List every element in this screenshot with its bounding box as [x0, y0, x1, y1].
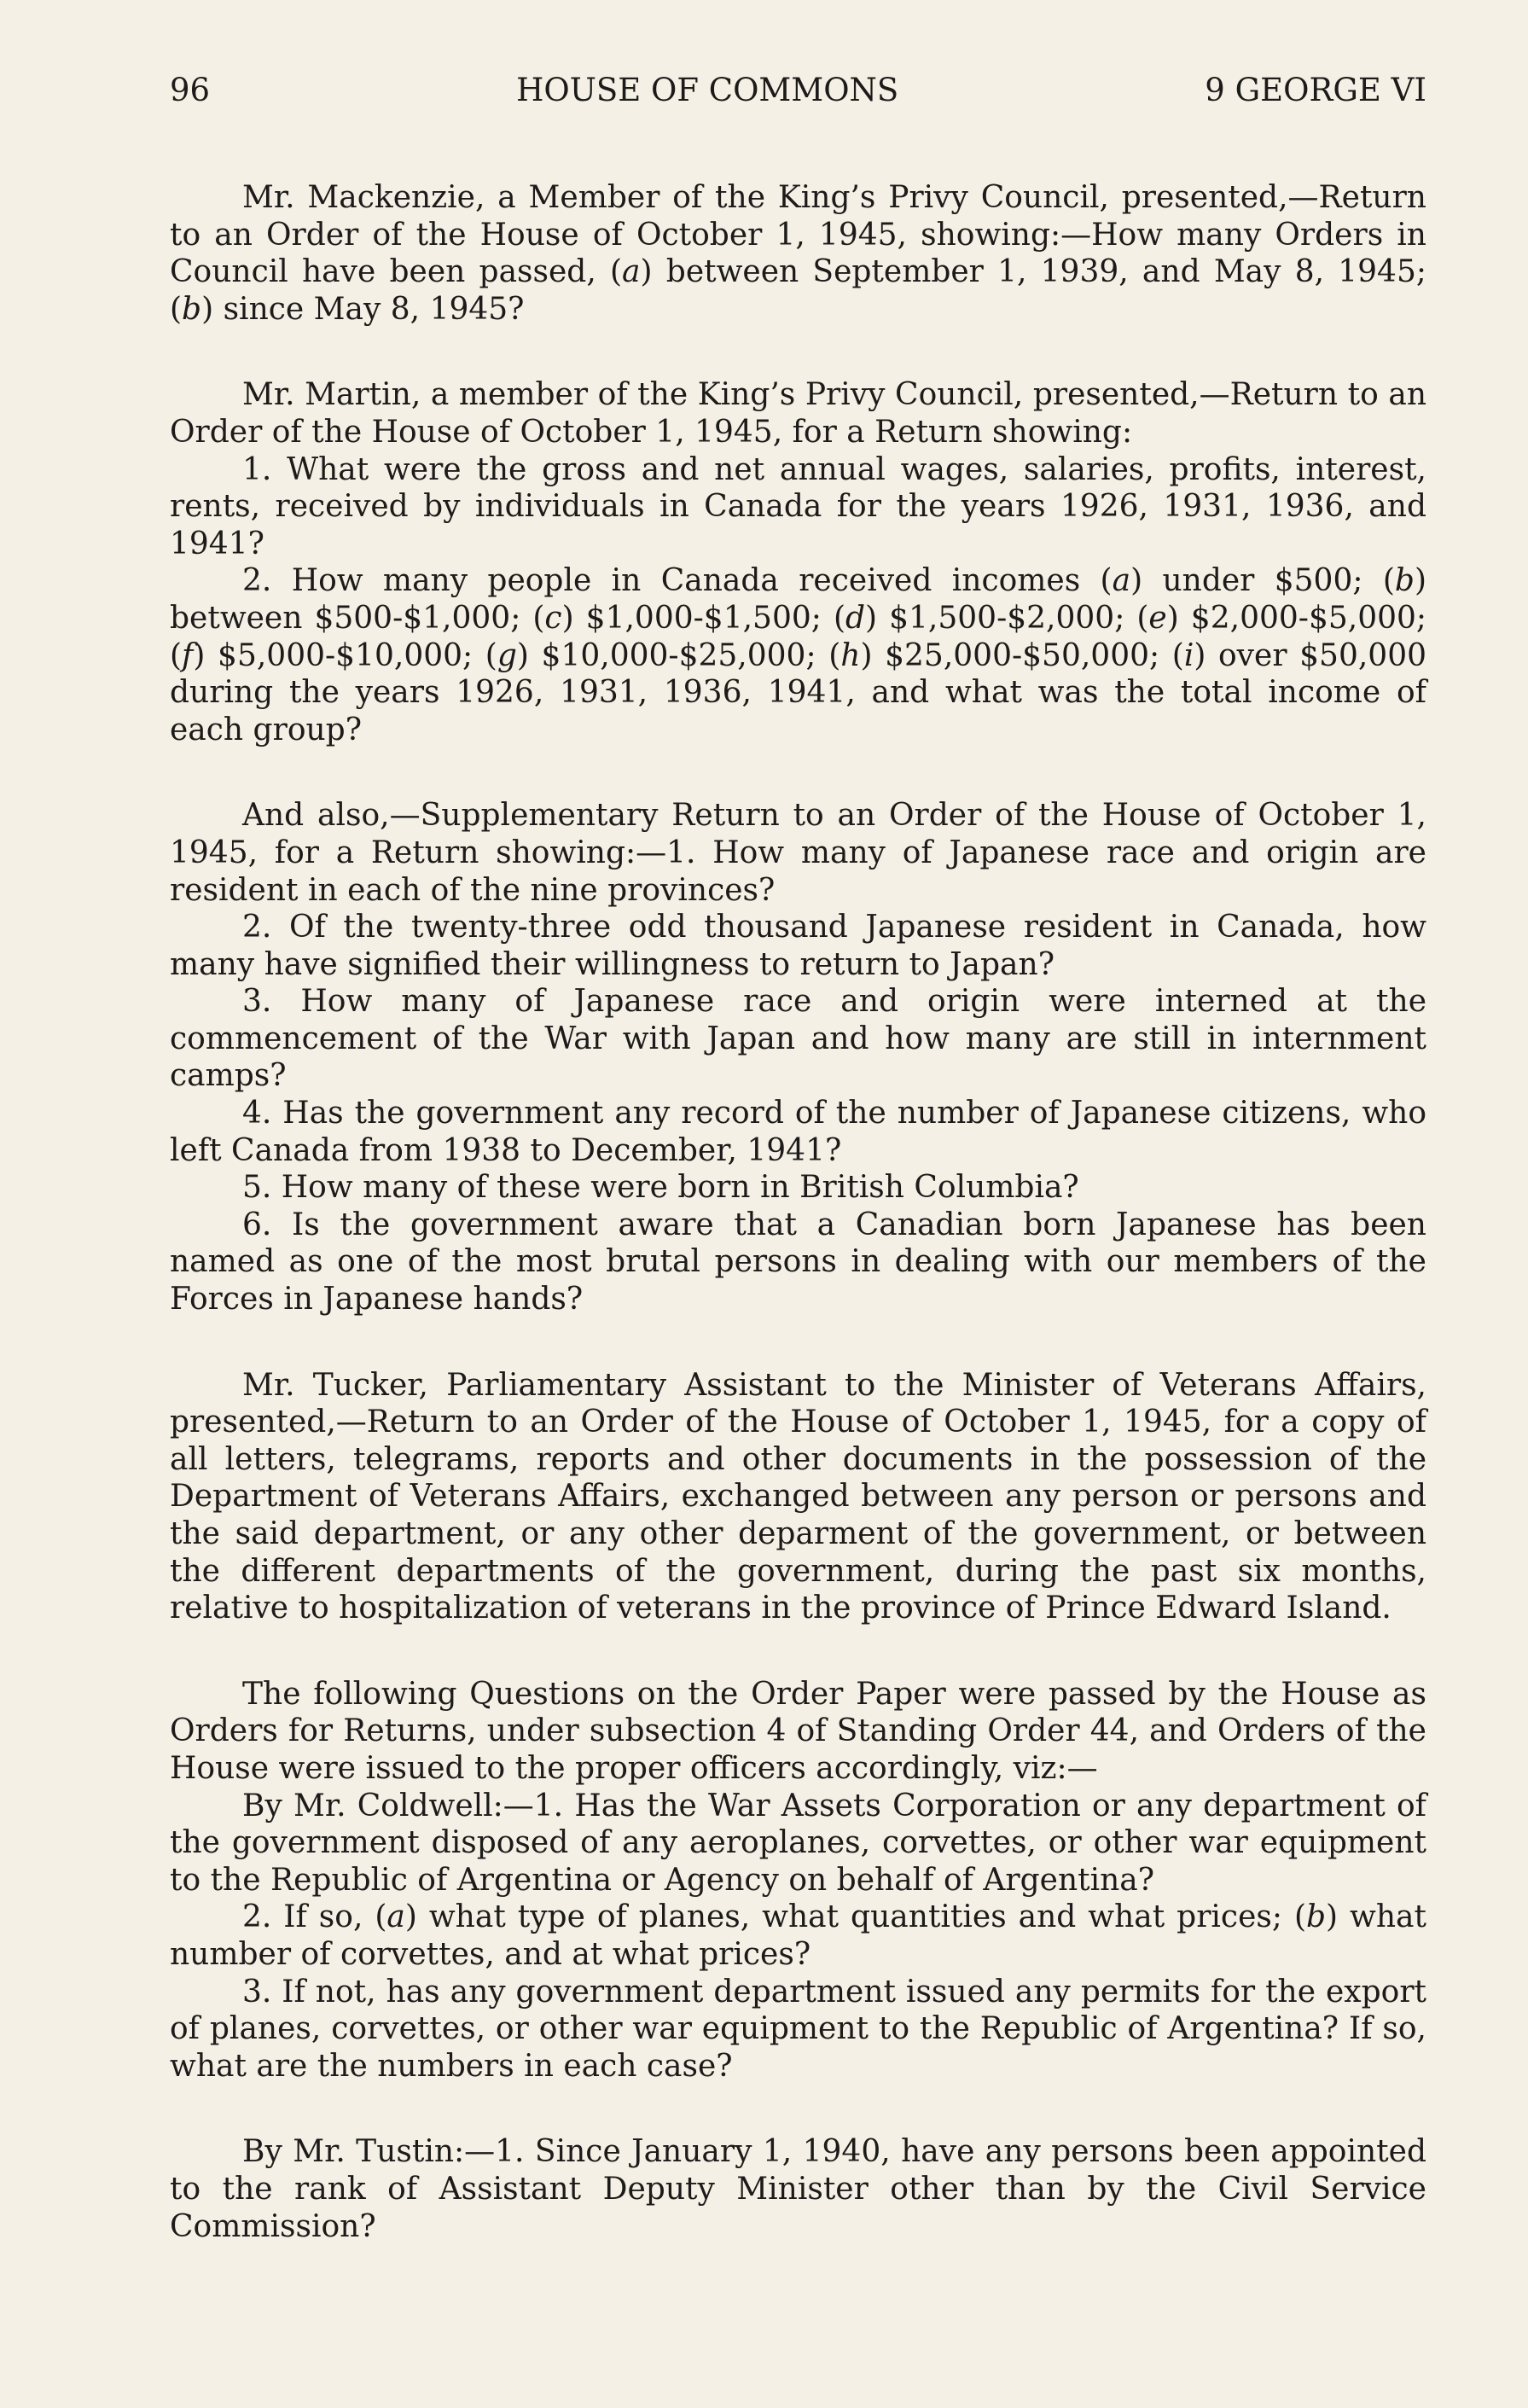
paragraph-coldwell-q2: 2. If so, (a) what type of planes, what quantities and what prices; (b) what number of corvettes, and at what prices?	[170, 1899, 1426, 1972]
paragraph-tucker-return: Mr. Tucker, Parliamentary Assistant to the Minister of Veterans Affairs, presented,—Return to an Order of the House of October 1, 1945, for a copy of all letters, telegrams, reports and other documents in the possession of the Department of Veterans Affairs, exchanged between any person or persons and the said department, or any other deparment of the government, or between the different departments of the government, during the past six months, relative to hospitalization of veterans in the province of Prince Edward Island.	[170, 1367, 1426, 1626]
regnal-year: 9 GEORGE VI	[1205, 72, 1426, 108]
body-text	[170, 179, 1426, 2245]
paragraph-supplementary-q4: 4. Has the government any record of the number of Japanese citizens, who left Canada from 1938 to December, 1941?	[170, 1096, 1426, 1168]
paragraph-tustin-q1: By Mr. Tustin:—1. Since January 1, 1940, have any persons been appointed to the rank of Assistant Deputy Minister other than by the Civil Service Commission?	[170, 2134, 1426, 2244]
paragraph-coldwell-q1: By Mr. Coldwell:—1. Has the War Assets Corporation or any department of the government disposed of any aeroplanes, corvettes, or other war equipment to the Republic of Argentina or Agency on behalf of Argentina?	[170, 1788, 1426, 1898]
paragraph-martin-q2: 2. How many people in Canada received incomes (a) under $500; (b) between $500-$1,000; (c) $1,000-$1,500; (d) $1,500-$2,000; (e) $2,000-$5,000; (f) $5,000-$10,000; (g) $10,000-$25,000; (h) $25,000-$50,000; (i) over $50,000 during the years 1926, 1931, 1936, 1941, and what was the total income of each group?	[170, 563, 1427, 747]
paragraph-martin-return: Mr. Martin, a member of the King’s Privy Council, presented,—Return to an Order of the House of October 1, 1945, for a Return showing:	[170, 377, 1426, 450]
paragraph-supplementary-q5: 5. How many of these were born in British Columbia?	[242, 1170, 1079, 1206]
paragraph-supplementary-q2: 2. Of the twenty-three odd thousand Japanese resident in Canada, how many have signified their willingness to return to Japan?	[170, 910, 1426, 982]
paragraph-martin-q1: 1. What were the gross and net annual wages, salaries, profits, interest, rents, received by individuals in Canada for the years 1926, 1931, 1936, and 1941?	[170, 451, 1426, 561]
paragraph-supplementary-q6: 6. Is the government aware that a Canadian born Japanese has been named as one of the most brutal persons in dealing with our members of the Forces in Japanese hands?	[170, 1207, 1426, 1317]
header-title: HOUSE OF COMMONS	[516, 72, 899, 108]
running-header	[170, 67, 1426, 114]
paragraph-supplementary-return: And also,—Supplementary Return to an Order of the House of October 1, 1945, for a Return showing:—1. How many of Japanese race and origin are resident in each of the nine provinces?	[170, 798, 1426, 908]
paragraph-orders-for-returns: The following Questions on the Order Paper were passed by the House as Orders for Returns, under subsection 4 of Standing Order 44, and Orders of the House were issued to the proper officers accordingly, viz:—	[170, 1676, 1426, 1786]
page-number: 96	[170, 72, 211, 108]
paragraph-supplementary-q3: 3. How many of Japanese race and origin were interned at the commencement of the War with Japan and how many are still in internment camps?	[170, 984, 1426, 1094]
paragraph-coldwell-q3: 3. If not, has any government department issued any permits for the export of planes, corvettes, or other war equipment to the Republic of Argentina? If so, what are the numbers in each case?	[170, 1974, 1426, 2084]
paragraph-mackenzie-return: Mr. Mackenzie, a Member of the King’s Privy Council, presented,—Return to an Order of the House of October 1, 1945, showing:—How many Orders in Council have been passed, (a) between September 1, 1939, and May 8, 1945; (b) since May 8, 1945?	[170, 180, 1426, 327]
